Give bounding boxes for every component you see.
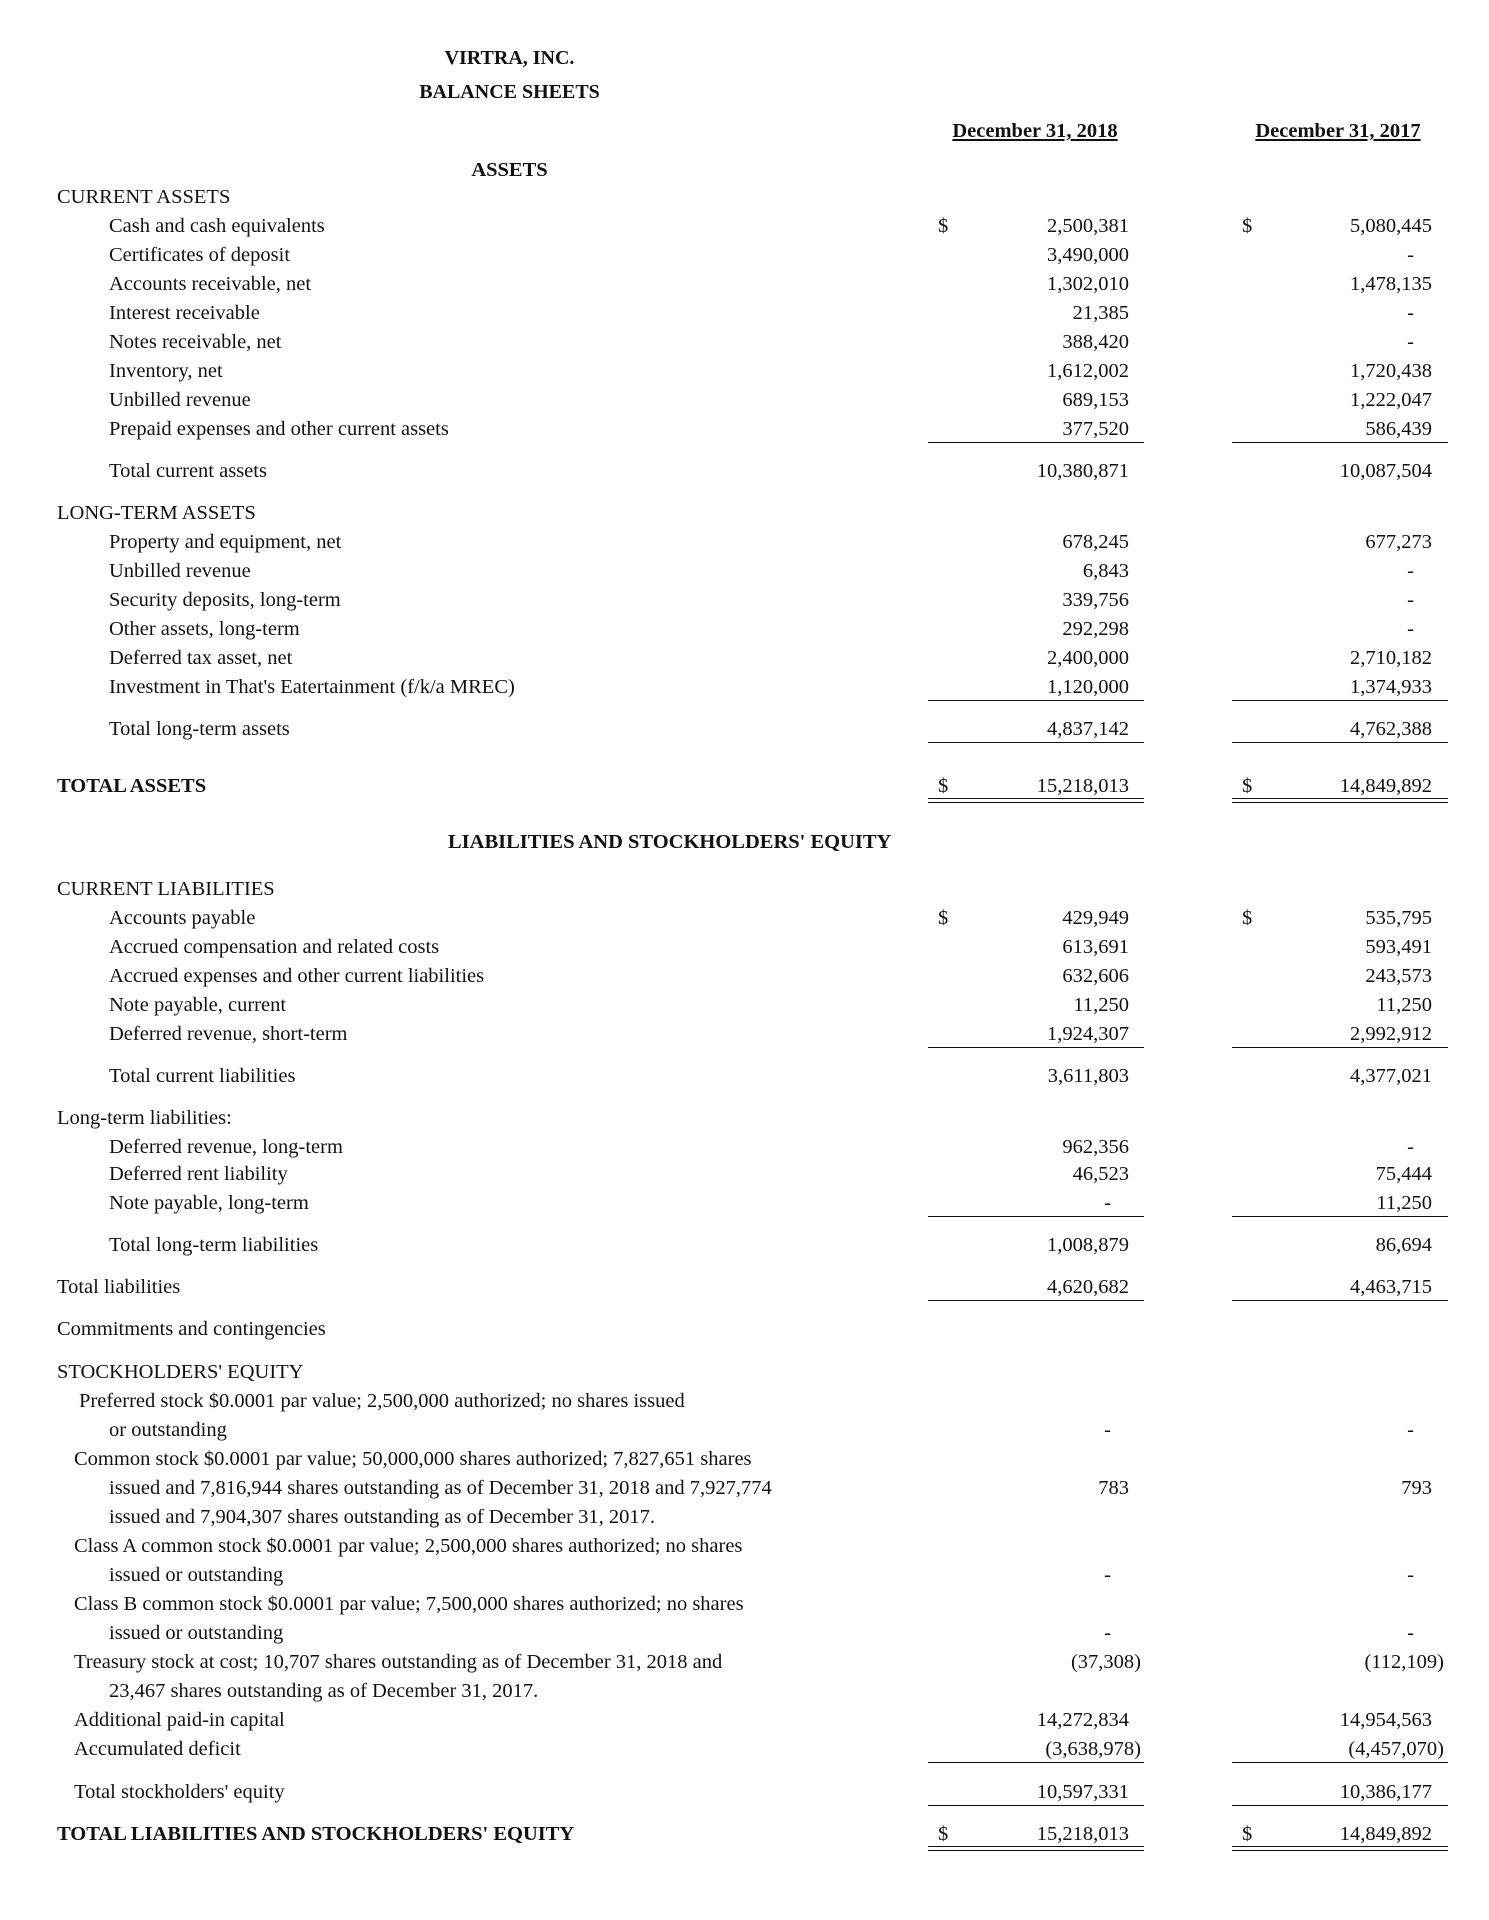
line-item-label: Certificates of deposit [109,244,291,266]
line-item-label: Unbilled revenue [109,560,251,582]
accumulated-deficit-label: Accumulated deficit [74,1738,241,1760]
value-2018: 613,691 [1062,936,1129,958]
line-item-label: Deferred tax asset, net [109,647,293,669]
value-2017: 1,222,047 [1350,389,1432,411]
value-2018: 377,520 [1062,418,1129,440]
value-2018: 1,612,002 [1047,360,1129,382]
line-item-label: Accounts payable [109,907,256,929]
value-2018: 678,245 [1062,531,1129,553]
line-item-label: Interest receivable [109,302,260,324]
grand-total-double-rule [1232,1846,1448,1851]
total-equity-label: Total stockholders' equity [74,1781,285,1803]
line-item-label: Investment in That's Eatertainment (f/k/a MREC) [109,676,515,698]
value-2018: 21,385 [1072,302,1129,324]
total-current-liabilities-2018: 3,611,803 [1047,1065,1129,1087]
total-current-assets-2018: 10,380,871 [1036,460,1129,482]
preferred-stock-2017: - [1407,1419,1414,1441]
subtotal-rule [928,1805,1144,1806]
grand-total-double-rule [928,1846,1144,1851]
class-b-stock-2017: - [1407,1622,1414,1644]
value-2018: 962,356 [1062,1136,1129,1158]
preferred-stock-label: Preferred stock $0.0001 par value; 2,500,000 authorized; no shares issued [79,1390,685,1412]
line-item-label: Notes receivable, net [109,331,282,353]
common-stock-2017: 793 [1401,1477,1432,1499]
class-a-stock-label: Class A common stock $0.0001 par value; 2,500,000 shares authorized; no shares [74,1535,743,1557]
value-2018: 388,420 [1062,331,1129,353]
value-2017: 593,491 [1365,936,1432,958]
line-item-label: Prepaid expenses and other current assets [109,418,449,440]
value-2017: 535,795 [1365,907,1432,929]
value-2018: 46,523 [1072,1163,1129,1185]
grand-total-double-rule [928,798,1144,803]
statement-title: BALANCE SHEETS [419,81,600,103]
subtotal-rule [928,1047,1144,1048]
subtotal-rule [1232,1762,1448,1763]
value-2017: 2,992,912 [1350,1023,1432,1045]
value-2017: 1,720,438 [1350,360,1432,382]
line-item-label: Unbilled revenue [109,389,251,411]
value-2017: - [1407,618,1414,640]
total-current-liabilities-2017: 4,377,021 [1350,1065,1432,1087]
total-liabilities-equity-2018: 15,218,013 [1036,1823,1129,1845]
common-stock-label-cont: issued and 7,816,944 shares outstanding as of December 31, 2018 and 7,927,774 [109,1477,772,1499]
subtotal-rule [1232,1300,1448,1301]
value-2018: - [1104,1192,1111,1214]
subtotal-rule [928,700,1144,701]
total-liabilities-2018: 4,620,682 [1047,1276,1129,1298]
total-liabilities-equity-label: TOTAL LIABILITIES AND STOCKHOLDERS' EQUITY [57,1823,575,1845]
line-item-label: Deferred revenue, long-term [109,1136,343,1158]
common-stock-label-cont: issued and 7,904,307 shares outstanding as of December 31, 2017. [109,1506,655,1528]
class-b-stock-label-cont: issued or outstanding [109,1622,284,1644]
value-2017: 586,439 [1365,418,1432,440]
subtotal-rule [928,442,1144,443]
common-stock-2018: 783 [1098,1477,1129,1499]
longterm-liabilities-heading: Long-term liabilities: [57,1107,232,1129]
equity-heading: STOCKHOLDERS' EQUITY [57,1361,304,1383]
grand-total-double-rule [1232,798,1448,803]
preferred-stock-label-cont: or outstanding [109,1419,227,1441]
currency-symbol: $ [1242,907,1253,929]
value-2018: 1,924,307 [1047,1023,1129,1045]
value-2018: 6,843 [1082,560,1129,582]
line-item-label: Inventory, net [109,360,223,382]
total-liabilities-label: Total liabilities [57,1276,181,1298]
total-liabilities-2017: 4,463,715 [1350,1276,1432,1298]
subtotal-rule [1232,1805,1448,1806]
value-2018: 11,250 [1073,994,1129,1016]
subtotal-rule [1232,1047,1448,1048]
total-current-liabilities-label: Total current liabilities [109,1065,296,1087]
current-assets-heading: CURRENT ASSETS [57,186,231,208]
common-stock-label: Common stock $0.0001 par value; 50,000,000 shares authorized; 7,827,651 shares [74,1448,752,1470]
value-2018: 2,400,000 [1047,647,1129,669]
value-2017: 11,250 [1376,994,1432,1016]
line-item-label: Accrued expenses and other current liabilities [109,965,485,987]
line-item-label: Deferred rent liability [109,1163,288,1185]
value-2018: 1,120,000 [1047,676,1129,698]
value-2017: 2,710,182 [1350,647,1432,669]
value-2017: - [1407,244,1414,266]
line-item-label: Cash and cash equivalents [109,215,325,237]
longterm-assets-heading: LONG-TERM ASSETS [57,502,256,524]
value-2018: 689,153 [1062,389,1129,411]
currency-symbol: $ [938,1823,949,1845]
currency-symbol: $ [1242,775,1253,797]
value-2018: 339,756 [1062,589,1129,611]
currency-symbol: $ [938,215,949,237]
value-2018: 2,500,381 [1047,215,1129,237]
total-longterm-liabilities-2017: 86,694 [1375,1234,1432,1256]
total-assets-2018: 15,218,013 [1036,775,1129,797]
total-equity-2018: 10,597,331 [1036,1781,1129,1803]
class-a-stock-2017: - [1407,1564,1414,1586]
line-item-label: Note payable, current [109,994,287,1016]
value-2017: - [1407,302,1414,324]
total-longterm-assets-2017: 4,762,388 [1350,718,1432,740]
value-2017: 1,478,135 [1350,273,1432,295]
value-2017: 243,573 [1365,965,1432,987]
apic-label: Additional paid-in capital [74,1709,285,1731]
value-2017: - [1407,589,1414,611]
value-2017: 5,080,445 [1350,215,1432,237]
apic-2018: 14,272,834 [1036,1709,1129,1731]
assets-section-title: ASSETS [471,159,548,181]
column-header-2017: December 31, 2017 [1255,120,1421,142]
accumulated-deficit-2017: (4,457,070) [1348,1738,1444,1760]
commitments-label: Commitments and contingencies [57,1318,326,1340]
total-longterm-liabilities-label: Total long-term liabilities [109,1234,319,1256]
current-liabilities-heading: CURRENT LIABILITIES [57,878,275,900]
subtotal-rule [928,742,1144,743]
treasury-stock-label: Treasury stock at cost; 10,707 shares outstanding as of December 31, 2018 and [74,1651,723,1673]
subtotal-rule [1232,1216,1448,1217]
currency-symbol: $ [1242,215,1253,237]
total-equity-2017: 10,386,177 [1339,1781,1432,1803]
line-item-label: Property and equipment, net [109,531,342,553]
treasury-stock-2017: (112,109) [1364,1651,1444,1673]
total-longterm-assets-label: Total long-term assets [109,718,290,740]
total-current-assets-2017: 10,087,504 [1339,460,1432,482]
value-2017: - [1407,1136,1414,1158]
line-item-label: Accounts receivable, net [109,273,312,295]
subtotal-rule [1232,742,1448,743]
class-a-stock-2018: - [1104,1564,1111,1586]
company-name: VIRTRA, INC. [444,47,575,69]
line-item-label: Other assets, long-term [109,618,300,640]
value-2018: 632,606 [1062,965,1129,987]
value-2018: 3,490,000 [1047,244,1129,266]
line-item-label: Accrued compensation and related costs [109,936,440,958]
value-2018: 1,302,010 [1047,273,1129,295]
subtotal-rule [928,1300,1144,1301]
subtotal-rule [928,1216,1144,1217]
column-header-2018: December 31, 2018 [952,120,1118,142]
value-2017: - [1407,560,1414,582]
class-a-stock-label-cont: issued or outstanding [109,1564,284,1586]
line-item-label: Security deposits, long-term [109,589,341,611]
preferred-stock-2018: - [1104,1419,1111,1441]
total-assets-label: TOTAL ASSETS [57,775,207,797]
treasury-stock-label-cont: 23,467 shares outstanding as of December 31, 2017. [109,1680,539,1702]
total-assets-2017: 14,849,892 [1339,775,1432,797]
value-2017: 75,444 [1375,1163,1432,1185]
subtotal-rule [928,1762,1144,1763]
line-item-label: Deferred revenue, short-term [109,1023,348,1045]
class-b-stock-label: Class B common stock $0.0001 par value; 7,500,000 shares authorized; no shares [74,1593,744,1615]
class-b-stock-2018: - [1104,1622,1111,1644]
subtotal-rule [1232,700,1448,701]
currency-symbol: $ [938,907,949,929]
subtotal-rule [1232,442,1448,443]
total-liabilities-equity-2017: 14,849,892 [1339,1823,1432,1845]
total-longterm-liabilities-2018: 1,008,879 [1047,1234,1129,1256]
value-2017: 1,374,933 [1350,676,1432,698]
line-item-label: Note payable, long-term [109,1192,309,1214]
value-2018: 292,298 [1062,618,1129,640]
value-2017: 677,273 [1365,531,1432,553]
total-current-assets-label: Total current assets [109,460,267,482]
value-2017: - [1407,331,1414,353]
value-2018: 429,949 [1062,907,1129,929]
currency-symbol: $ [938,775,949,797]
apic-2017: 14,954,563 [1339,1709,1432,1731]
value-2017: 11,250 [1376,1192,1432,1214]
accumulated-deficit-2018: (3,638,978) [1045,1738,1141,1760]
treasury-stock-2018: (37,308) [1070,1651,1141,1673]
total-longterm-assets-2018: 4,837,142 [1047,718,1129,740]
currency-symbol: $ [1242,1823,1253,1845]
liabilities-section-title: LIABILITIES AND STOCKHOLDERS' EQUITY [448,831,892,853]
